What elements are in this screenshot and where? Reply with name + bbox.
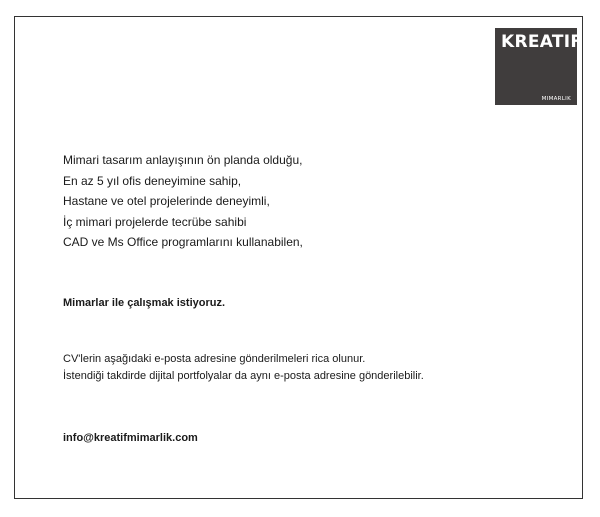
requirement-item: Hastane ve otel projelerinde deneyimli,	[63, 194, 270, 208]
logo-wordmark: KREATIF	[501, 32, 583, 52]
logo-subtitle: MIMARLIK	[541, 96, 571, 102]
requirement-item: En az 5 yıl ofis deneyimine sahip,	[63, 173, 242, 188]
application-info	[63, 351, 424, 385]
requirements-list	[63, 150, 303, 253]
requirement-item: CAD ve Ms Office programlarını kullanabilen,	[63, 235, 303, 249]
company-logo	[495, 28, 583, 105]
job-headline: Mimarlar ile çalışmak istiyoruz.	[63, 297, 226, 309]
requirement-item: İç mimari projelerde tecrübe sahibi	[63, 214, 247, 229]
info-line: CV'lerin aşağıdaki e-posta adresine gönderilmeleri rica olunur.	[63, 353, 366, 365]
requirement-item: Mimari tasarım anlayışının ön planda olduğu,	[63, 153, 303, 167]
contact-email-link[interactable]: info@kreatifmimarlik.com	[63, 432, 198, 444]
info-line: İstendiği takdirde dijital portfolyalar da aynı e-posta adresine gönderilebilir.	[63, 370, 424, 382]
